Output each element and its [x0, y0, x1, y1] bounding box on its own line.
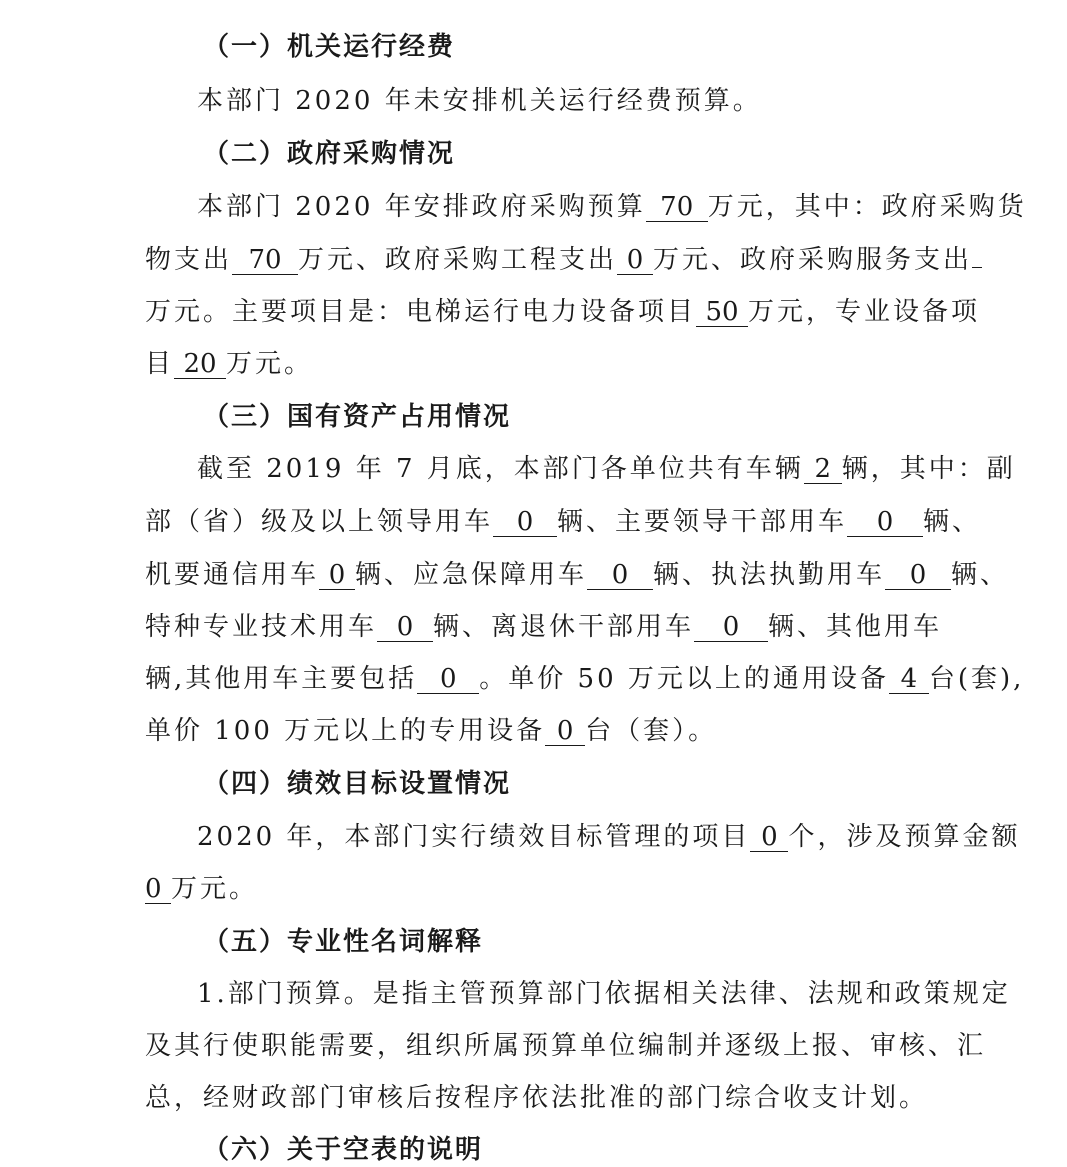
text: 。单价 50 万元以上的通用设备 — [479, 664, 889, 694]
special-vehicles-value: 0 — [377, 613, 433, 642]
performance-line-2 — [145, 872, 1067, 906]
text: 辆、 — [951, 560, 1010, 590]
text: 辆、离退休干部用车 — [433, 612, 695, 642]
assets-line-6 — [145, 714, 1067, 748]
procurement-services-blank — [972, 267, 982, 268]
text: 万元、政府采购服务支出 — [653, 245, 973, 275]
text: 辆、主要领导干部用车 — [557, 507, 848, 537]
heading-terminology: （五）专业性名词解释 — [203, 927, 484, 957]
main-leader-vehicles-value: 0 — [847, 508, 923, 537]
performance-projects-value: 0 — [750, 823, 788, 852]
dedicated-equipment-value: 0 — [545, 717, 585, 746]
procurement-line-4 — [145, 347, 1067, 381]
text: 台(套), — [928, 664, 1025, 694]
paragraph-operating-expenses: 本部门 2020 年未安排机关运行经费预算。 — [197, 86, 762, 116]
text: 物支出 — [145, 245, 233, 275]
text: 个，涉及预算金额 — [788, 822, 1021, 852]
communication-vehicles-value: 0 — [319, 561, 355, 590]
text: 万元，专业设备项 — [748, 297, 981, 327]
text: 辆，其中：副 — [841, 454, 1016, 484]
heading-state-assets: （三）国有资产占用情况 — [203, 402, 512, 432]
text: 本部门 2020 年安排政府采购预算 — [197, 192, 646, 222]
assets-line-4 — [145, 610, 1067, 644]
procurement-line-3 — [145, 295, 1067, 329]
equipment-project-value: 20 — [174, 350, 226, 379]
text: 万元。 — [226, 349, 314, 379]
retired-vehicles-value: 0 — [694, 613, 768, 642]
heading-empty-tables: （六）关于空表的说明 — [203, 1135, 484, 1165]
assets-line-5 — [145, 662, 1067, 696]
heading-operating-expenses: （一）机关运行经费 — [203, 32, 456, 62]
assets-line-3 — [145, 558, 1067, 592]
assets-line-1 — [197, 452, 1067, 486]
text: 辆、执法执勤用车 — [653, 560, 886, 590]
text: 万元，其中：政府采购货 — [707, 192, 1027, 222]
text: 万元。 — [171, 874, 259, 904]
text: 截至 2019 年 7 月底，本部门各单位共有车辆 — [197, 454, 804, 484]
other-vehicles-value: 0 — [417, 665, 479, 694]
total-vehicles-value: 2 — [804, 455, 842, 484]
heading-performance-targets: （四）绩效目标设置情况 — [203, 769, 512, 799]
procurement-line-1 — [197, 190, 1067, 224]
text: 机要通信用车 — [145, 560, 320, 590]
text: 万元、政府采购工程支出 — [298, 245, 618, 275]
leader-vehicles-value: 0 — [493, 508, 557, 537]
performance-amount-value: 0 — [145, 875, 171, 904]
elevator-project-value: 50 — [696, 298, 748, 327]
procurement-total-value: 70 — [646, 193, 708, 222]
assets-line-2 — [145, 505, 1067, 539]
terminology-line-1: 1.部门预算。是指主管预算部门依据相关法律、法规和政策规定 — [197, 979, 1011, 1009]
procurement-works-value: 0 — [617, 246, 653, 275]
text: 辆,其他用车主要包括 — [145, 664, 418, 694]
text: 台（套）。 — [585, 716, 718, 746]
emergency-vehicles-value: 0 — [587, 561, 653, 590]
text: 辆、其他用车 — [768, 612, 943, 642]
text: 部（省）级及以上领导用车 — [145, 507, 494, 537]
text: 目 — [145, 349, 175, 379]
terminology-line-2: 及其行使职能需要，组织所属预算单位编制并逐级上报、审核、汇 — [145, 1031, 987, 1061]
text: 辆、应急保障用车 — [355, 560, 588, 590]
text: 2020 年，本部门实行绩效目标管理的项目 — [197, 822, 751, 852]
text: 辆、 — [923, 507, 982, 537]
heading-procurement: （二）政府采购情况 — [203, 139, 456, 169]
procurement-line-2 — [145, 243, 1067, 277]
text: 特种专业技术用车 — [145, 612, 378, 642]
text: 万元。主要项目是：电梯运行电力设备项目 — [145, 297, 697, 327]
performance-line-1 — [197, 820, 1067, 854]
law-enforcement-vehicles-value: 0 — [885, 561, 951, 590]
procurement-goods-value: 70 — [232, 246, 298, 275]
terminology-line-3: 总，经财政部门审核后按程序依法批准的部门综合收支计划。 — [145, 1083, 929, 1113]
text: 单价 100 万元以上的专用设备 — [145, 716, 546, 746]
general-equipment-value: 4 — [889, 665, 929, 694]
